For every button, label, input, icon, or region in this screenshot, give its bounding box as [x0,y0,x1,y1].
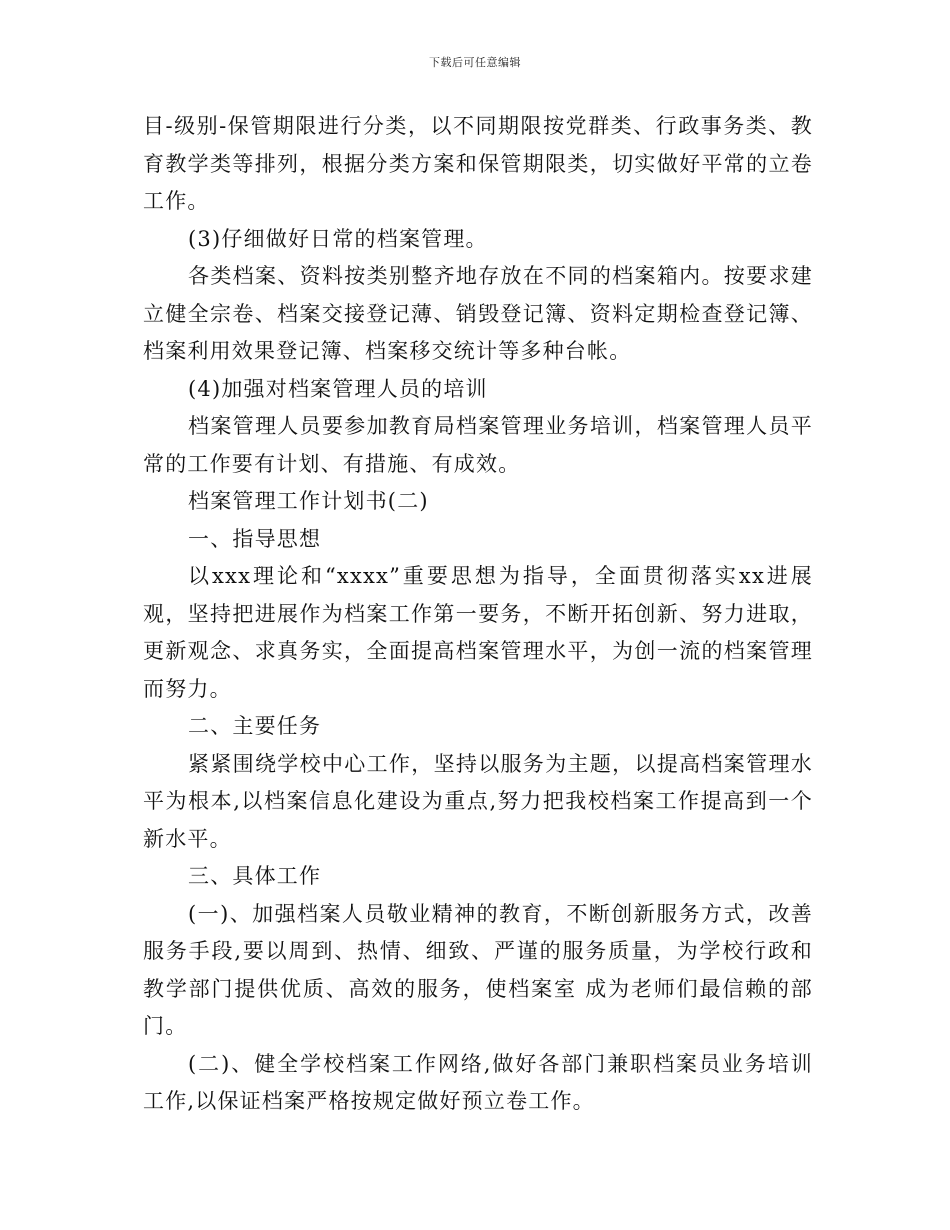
page-header: 下载后可任意编辑 [429,56,521,69]
document-title-part-2: 档案管理工作计划书(二) [188,489,429,513]
section-heading-specific-work: 三、具体工作 [188,864,322,888]
paragraph-work-item-2: (二)、健全学校档案工作网络,做好各部门兼职档案员业务培训工作,以保证档案严格按规定做好预立卷工作。 [143,1051,813,1113]
section-heading-4: (4)加强对档案管理人员的培训 [188,376,488,401]
section-heading-main-tasks: 二、主要任务 [188,714,322,738]
document-body [143,108,813,1121]
paragraph-main-tasks: 紧紧围绕学校中心工作，坚持以服务为主题，以提高档案管理水平为根本,以档案信息化建设为重点,努力把我校档案工作提高到一个新水平。 [143,751,813,851]
paragraph-archive-storage: 各类档案、资料按类别整齐地存放在不同的档案箱内。按要求建立健全宗卷、档案交接登记薄、销毁登记簿、资料定期检查登记簿、档案利用效果登记簿、档案移交统计等多种台帐。 [143,264,813,363]
section-heading-3: (3)仔细做好日常的档案管理。 [188,226,488,251]
paragraph-work-item-1: (一)、加强档案人员敬业精神的教育，不断创新服务方式，改善服务手段,要以周到、热情、细致、严谨的服务质量，为学校行政和教学部门提供优质、高效的服务，使档案室 成为老师们最信赖的部门。 [143,901,813,1038]
section-heading-guiding-ideology: 一、指导思想 [188,526,322,551]
paragraph-staff-training: 档案管理人员要参加教育局档案管理业务培训，档案管理人员平常的工作要有计划、有措施、有成效。 [143,414,813,476]
paragraph-guiding-ideology: 以xxx理论和“xxxx”重要思想为指导，全面贯彻落实xx进展观，坚持把进展作为档案工作第一要务，不断开拓创新、努力进取，更新观念、求真务实，全面提高档案管理水平，为创一流的档案管理而努力。 [143,564,813,701]
paragraph-continuation: 目-级别-保管期限进行分类，以不同期限按党群类、行政事务类、教育教学类等排列，根据分类方案和保管期限类，切实做好平常的立卷工作。 [143,114,813,213]
